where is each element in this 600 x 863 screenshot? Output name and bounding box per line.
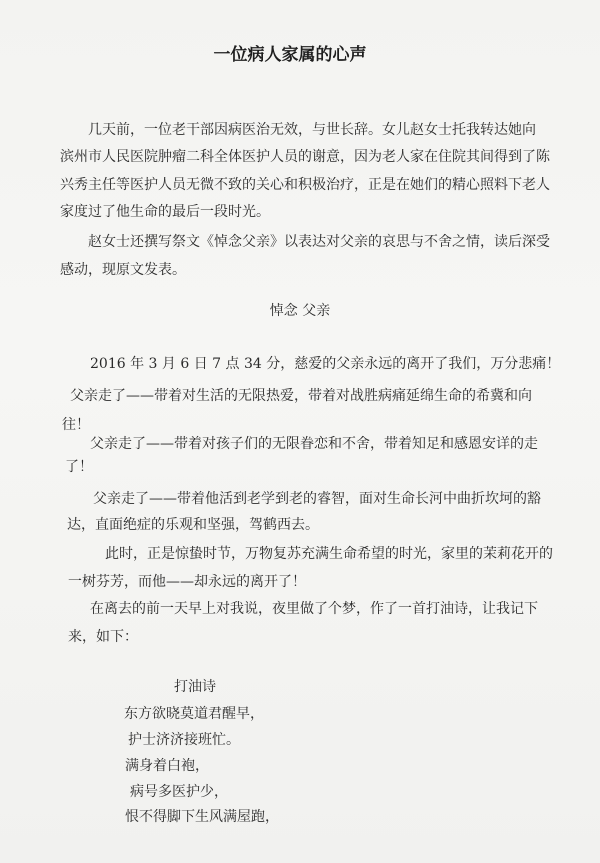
poem-line: 恨不得脚下生风满屋跑，: [125, 809, 279, 825]
eulogy-line: 一树芬芳，而他——却永远的离开了！: [68, 574, 306, 590]
eulogy-line: 达，直面绝症的乐观和坚强，驾鹤西去。: [67, 517, 319, 533]
document-title: 一位病人家属的心声: [213, 45, 367, 65]
intro-line: 赵女士还撰写祭文《悼念父亲》以表达对父亲的哀思与不舍之情，读后深受: [88, 234, 550, 250]
eulogy-title: 悼念 父亲: [269, 303, 331, 319]
eulogy-line: 来，如下：: [68, 629, 138, 645]
poem-title: 打油诗: [174, 679, 216, 695]
eulogy-line: 父亲走了——带着对生活的无限热爱，带着对战胜病痛延绵生命的希冀和向: [70, 388, 532, 404]
poem-line: 护士济济接班忙。: [128, 732, 240, 748]
poem-line: 病号多医护少，: [130, 784, 228, 800]
intro-line: 感动，现原文发表。: [60, 262, 186, 278]
intro-line: 滨州市人民医院肿瘤二科全体医护人员的谢意，因为老人家在住院其间得到了陈: [60, 149, 550, 165]
poem-line: 满身着白袍，: [125, 758, 209, 774]
eulogy-line: 在离去的前一天早上对我说，夜里做了个梦，作了一首打油诗，让我记下: [90, 601, 538, 617]
eulogy-line: 往！: [62, 417, 90, 433]
eulogy-line: 此时，正是惊蛰时节，万物复苏充满生命希望的时光，家里的茉莉花开的: [105, 546, 553, 562]
eulogy-line: 了！: [65, 459, 93, 475]
eulogy-line: 父亲走了——带着他活到老学到老的睿智，面对生命长河中曲折坎坷的豁: [93, 491, 541, 507]
eulogy-line: 2016 年 3 月 6 日 7 点 34 分，慈爱的父亲永远的离开了我们，万分悲痛！: [90, 356, 561, 372]
intro-line: 几天前，一位老干部因病医治无效，与世长辞。女儿赵女士托我转达她向: [88, 122, 536, 138]
eulogy-line: 父亲走了——带着对孩子们的无限眷恋和不舍，带着知足和感恩安详的走: [90, 436, 538, 452]
poem-line: 东方欲晓莫道君醒早，: [124, 706, 264, 722]
intro-line: 兴秀主任等医护人员无微不致的关心和积极治疗，正是在她们的精心照料下老人: [60, 177, 550, 193]
intro-line: 家度过了他生命的最后一段时光。: [60, 204, 270, 220]
